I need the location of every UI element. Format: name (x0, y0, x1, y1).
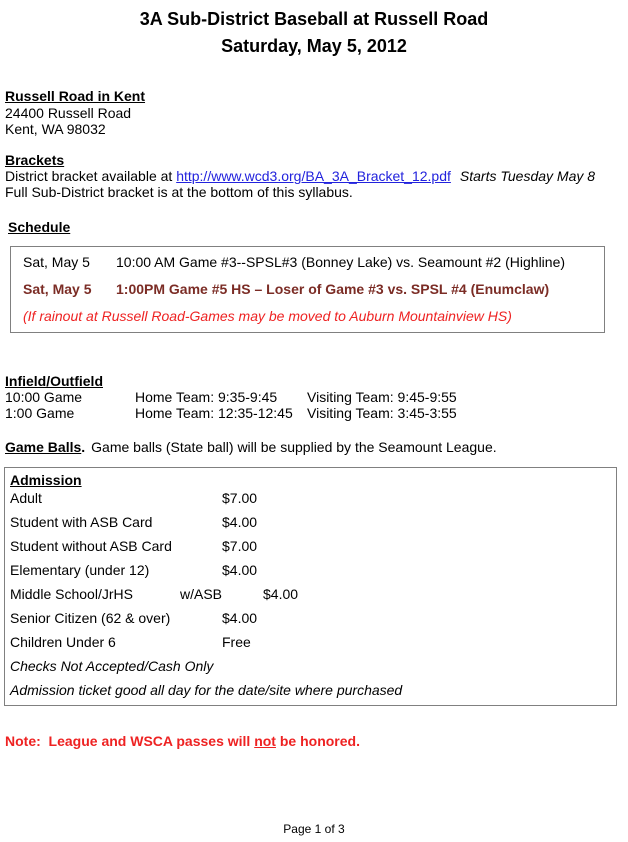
admission-row (10, 538, 616, 555)
admission-row (10, 514, 616, 531)
admission-row-price: $7.00 (222, 538, 258, 554)
admission-box (4, 467, 617, 706)
admission-heading: Admission (10, 472, 82, 488)
admission-row-price: $4.00 (222, 562, 258, 578)
document-title (0, 0, 628, 60)
schedule-row (23, 254, 604, 270)
location-section (5, 88, 628, 137)
brackets-heading: Brackets (5, 152, 65, 168)
admission-row (10, 586, 616, 603)
address-line-2: Kent, WA 98032 (5, 121, 106, 137)
schedule-box (10, 246, 605, 333)
infield-row (5, 389, 628, 405)
infield-row-visiting: Visiting Team: 9:45-9:55 (307, 389, 457, 405)
infield-row-visiting: Visiting Team: 3:45-3:55 (307, 405, 457, 421)
brackets-line-2: Full Sub-District bracket is at the bottom of this syllabus. (5, 184, 353, 200)
admission-row-label: Middle School/JrHS (10, 586, 133, 602)
schedule-row-detail: 10:00 AM Game #3--SPSL#3 (Bonney Lake) vs. Seamount #2 (Highline) (116, 254, 566, 270)
admission-row-label: Student with ASB Card (10, 514, 153, 530)
admission-row (10, 610, 616, 627)
admission-row-label: Elementary (under 12) (10, 562, 150, 578)
rainout-note: (If rainout at Russell Road-Games may be moved to Auburn Mountainview HS) (23, 308, 512, 324)
game-balls-heading: Game Balls (5, 439, 82, 455)
infield-row-game: 1:00 Game (5, 405, 75, 421)
game-balls-line (5, 439, 628, 455)
passes-note-underlined-word: not (254, 733, 276, 749)
admission-row-label: Student without ASB Card (10, 538, 172, 554)
admission-row-label: Senior Citizen (62 & over) (10, 610, 171, 626)
address-line-1: 24400 Russell Road (5, 105, 132, 121)
schedule-heading: Schedule (8, 219, 71, 235)
schedule-row-date: Sat, May 5 (23, 254, 90, 270)
infield-row-home: Home Team: 12:35-12:45 (135, 405, 293, 421)
passes-note (5, 733, 628, 750)
admission-row-price: $4.00 (263, 586, 299, 602)
admission-row-price: $7.00 (222, 490, 258, 506)
admission-note: Checks Not Accepted/Cash Only (10, 658, 214, 674)
passes-note-suffix: be honored. (275, 733, 360, 749)
admission-row-label: Children Under 6 (10, 634, 116, 650)
admission-row-price: $4.00 (222, 514, 258, 530)
admission-row-price: Free (222, 634, 251, 650)
page-indicator: Page 1 of 3 (283, 822, 345, 836)
title-line-1: 3A Sub-District Baseball at Russell Road (139, 9, 489, 29)
passes-note-prefix: Note: League and WSCA passes will (5, 733, 255, 749)
admission-row-price: $4.00 (222, 610, 258, 626)
game-balls-punct: . (81, 439, 86, 455)
admission-row (10, 634, 616, 651)
schedule-row (23, 281, 604, 297)
admission-row (10, 562, 616, 579)
admission-row-extra: w/ASB (180, 586, 223, 602)
admission-row (10, 490, 616, 507)
brackets-section (5, 152, 628, 200)
infield-row-home: Home Team: 9:35-9:45 (135, 389, 278, 405)
game-balls-text: Game balls (State ball) will be supplied by the Seamount League. (91, 439, 497, 455)
location-heading: Russell Road in Kent (5, 88, 146, 104)
schedule-row-detail: 1:00PM Game #5 HS – Loser of Game #3 vs. SPSL #4 (Enumclaw) (116, 281, 550, 297)
brackets-start-date: Starts Tuesday May 8 (459, 168, 596, 184)
admission-note: Admission ticket good all day for the date/site where purchased (10, 682, 403, 698)
infield-row (5, 405, 628, 421)
brackets-line1-prefix: District bracket available at (5, 168, 177, 184)
admission-row-label: Adult (10, 490, 42, 506)
brackets-line-1 (5, 168, 628, 184)
schedule-row-date: Sat, May 5 (23, 281, 92, 297)
bracket-pdf-link[interactable]: http://www.wcd3.org/BA_3A_Bracket_12.pdf (176, 168, 451, 184)
title-line-2: Saturday, May 5, 2012 (221, 36, 407, 56)
infield-row-game: 10:00 Game (5, 389, 83, 405)
infield-outfield-section (5, 373, 628, 421)
infield-outfield-heading: Infield/Outfield (5, 373, 103, 389)
